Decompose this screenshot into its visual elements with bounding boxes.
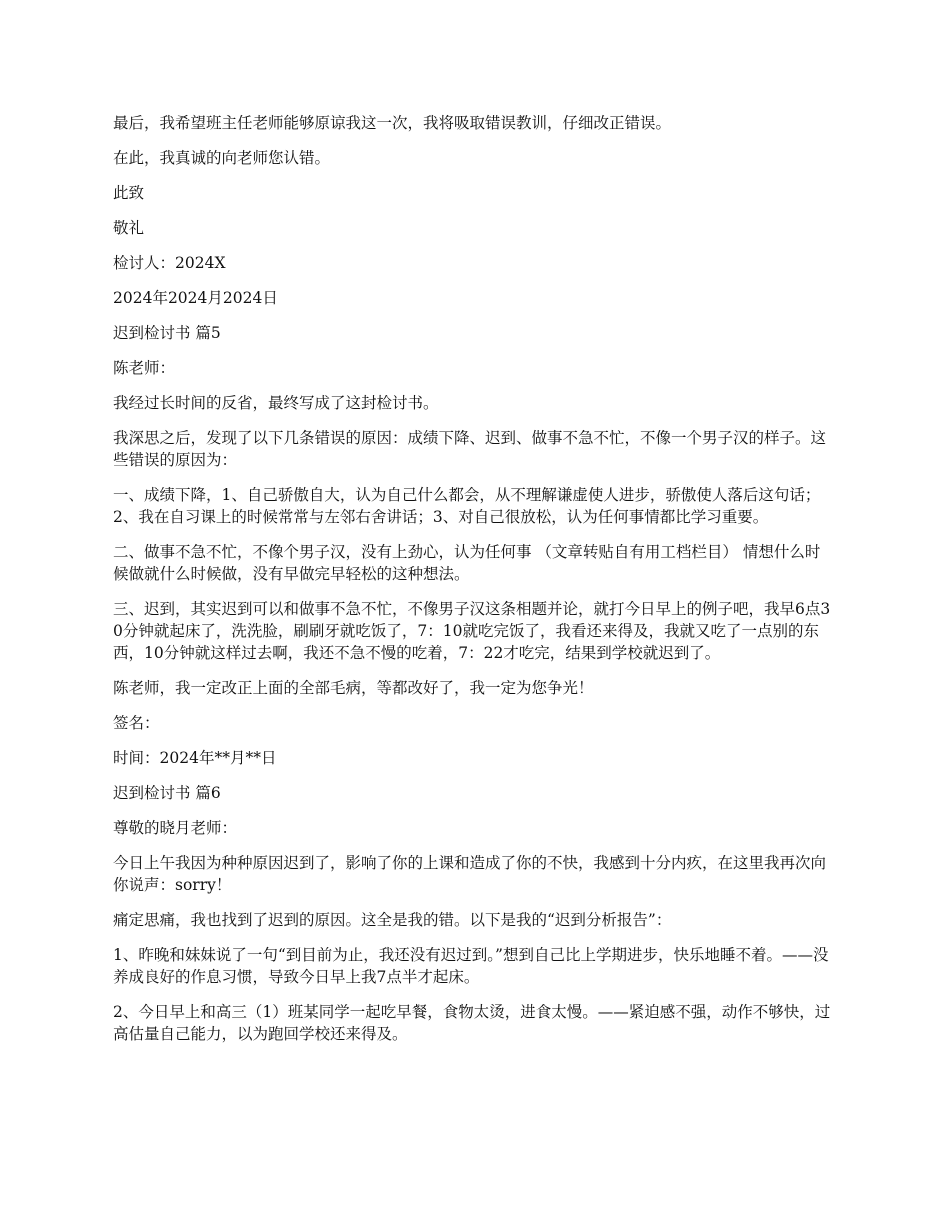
- paragraph: 痛定思痛，我也找到了迟到的原因。这全是我的错。以下是我的“迟到分析报告”：: [113, 911, 672, 929]
- paragraph: 我经过长时间的反省，最终写成了这封检讨书。: [113, 394, 439, 412]
- paragraph: 三、迟到，其实迟到可以和做事不急不忙，不像男子汉这条相题并论，就打今日早上的例子吧，我早6点30分钟就起床了，洗洗脸，刷刷牙就吃饭了，7：10就吃完饭了，我看还来得及，我就又吃了一点别的东西，10分钟就这样过去啊，我还不急不慢的吃着，7：22才吃完，结果到学校就迟到了。: [113, 600, 831, 662]
- paragraph: 1、昨晚和妹妹说了一句“到目前为止，我还没有迟过到。”想到自己比上学期进步，快乐地睡不着。——没养成良好的作息习惯，导致今日早上我7点半才起床。: [113, 946, 829, 986]
- paragraph: 二、做事不急不忙，不像个男子汉，没有上劲心，认为任何事 （文章转贴自有用工档栏目） 情想什么时候做就什么时候做，没有早做完早轻松的这种想法。: [113, 543, 821, 583]
- section-heading: 迟到检讨书 篇5: [113, 324, 221, 342]
- paragraph: 最后，我希望班主任老师能够原谅我这一次，我将吸取错误教训，仔细改正错误。: [113, 114, 672, 132]
- paragraph: 2、今日早上和高三（1）班某同学一起吃早餐，食物太烫，进食太慢。——紧迫感不强，动作不够快，过高估量自己能力，以为跑回学校还来得及。: [113, 1003, 831, 1043]
- paragraph: 在此，我真诚的向老师您认错。: [113, 149, 331, 167]
- date-line: 时间：2024年**月**日: [113, 749, 277, 767]
- paragraph: 2024年2024月2024日: [113, 289, 278, 307]
- paragraph: 我深思之后，发现了以下几条错误的原因：成绩下降、迟到、做事不急不忙，不像一个男子汉的样子。这些错误的原因为：: [113, 429, 827, 469]
- paragraph: 陈老师，我一定改正上面的全部毛病，等都改好了，我一定为您争光！: [113, 679, 594, 697]
- section-heading: 迟到检讨书 篇6: [113, 784, 221, 802]
- paragraph: 此致: [113, 184, 145, 202]
- salutation: 陈老师：: [113, 359, 176, 377]
- salutation: 尊敬的晓月老师：: [113, 819, 238, 837]
- paragraph: 检讨人：2024X: [113, 254, 226, 272]
- paragraph: 今日上午我因为种种原因迟到了，影响了你的上课和造成了你的不快，我感到十分内疚，在这里我再次向你说声：sorry！: [113, 854, 827, 894]
- paragraph: 敬礼: [113, 219, 145, 237]
- document-body: [113, 112, 833, 1058]
- signature-line: 签名：: [113, 714, 160, 732]
- paragraph: 一、成绩下降，1、自己骄傲自大，认为自己什么都会，从不理解谦虚使人进步，骄傲使人落后这句话；2、我在自习课上的时候常常与左邻右舍讲话；3、对自己很放松，认为任何事情都比学习重要。: [113, 486, 821, 526]
